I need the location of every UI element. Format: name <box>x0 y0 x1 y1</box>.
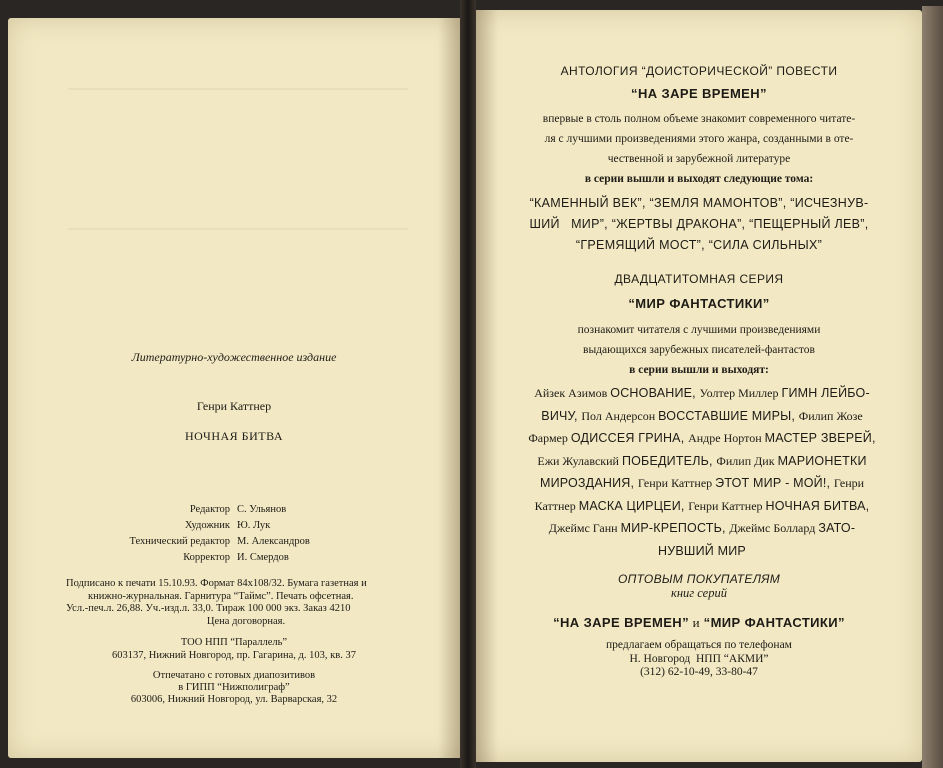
bleed-through <box>68 228 408 230</box>
book-title-name: МАСКА ЦИРЦЕИ, <box>578 498 689 513</box>
series-name-2: “МИР ФАНТАСТИКИ” <box>703 615 845 630</box>
book-title-name: ОСНОВАНИЕ, <box>610 386 700 400</box>
credit-name: С. Ульянов <box>237 504 287 515</box>
contact-info <box>476 639 922 680</box>
contact-line: Н. Новгород НПП “АКМИ” <box>629 652 769 665</box>
publishing-line: Подписано к печати 15.10.93. Формат 84х108/32. Бумага газетная и <box>66 578 367 589</box>
wholesale-line: книг серий <box>671 586 727 600</box>
series-name: “МИР ФАНТАСТИКИ” <box>628 296 770 311</box>
book-author-name: Генри <box>833 476 865 490</box>
description-line: познакомит читателя с лучшими произведениями <box>577 324 821 336</box>
book-author-name: Генри Каттнер <box>688 498 766 513</box>
bleed-through <box>68 88 408 90</box>
description-line: выдающихся зарубежных писателей-фантастов <box>583 344 815 356</box>
book-author-name: Генри Каттнер <box>637 476 716 490</box>
book-title-name: ПОБЕДИТЕЛЬ, <box>621 453 717 468</box>
description-line: ля с лучшими произведениями этого жанра, созданными в оте- <box>544 133 854 145</box>
book-author-name: Ежи Жулавский <box>537 453 622 468</box>
book-author-name: Филип Жозе <box>798 408 863 423</box>
book-list-line <box>512 450 892 473</box>
book-author-name: Джеймс Боллард <box>729 521 819 535</box>
volume-line: ШИЙ МИР”, “ЖЕРТВЫ ДРАКОНА”, “ПЕЩЕРНЫЙ ЛЕВ”, <box>529 217 869 231</box>
credit-name: И. Смердов <box>237 552 289 563</box>
publishing-info <box>66 578 426 628</box>
publishing-line: книжно-журнальная. Гарнитура “Таймс”. Печать офсетная. <box>88 590 354 602</box>
credit-row <box>8 550 460 566</box>
description-line: в серии вышли и выходят: <box>629 364 769 376</box>
book-title-name: НОЧНАЯ БИТВА, <box>765 498 870 513</box>
book-list-line <box>512 427 892 450</box>
publishing-line: Усл.-печ.л. 26,88. Уч.-изд.л. 33,0. Тираж 100 000 экз. Заказ 4210 <box>66 603 351 614</box>
book-author-name: Айзек Азимов <box>534 386 611 400</box>
credit-row <box>8 502 460 518</box>
credits-list <box>8 502 460 566</box>
edition-type: Литературно-художественное издание <box>131 350 337 364</box>
book-title-name: МИРОЗДАНИЯ, <box>539 476 638 490</box>
book-author-name: Пол Андерсон <box>581 408 659 423</box>
book-title: НОЧНАЯ БИТВА <box>185 429 283 443</box>
anthology-description <box>476 109 922 189</box>
back-cover-edge <box>922 6 943 768</box>
book-title-name: НУВШИЙ МИР <box>658 543 746 558</box>
credit-role: Художник <box>184 520 230 531</box>
contact-line: предлагаем обращаться по телефонам <box>606 639 792 651</box>
credit-name: М. Александров <box>237 536 310 547</box>
publishing-line: Цена договорная. <box>206 615 286 627</box>
book-list-line <box>512 495 892 518</box>
book-author-name: Каттнер <box>534 498 579 513</box>
publisher-line: 603137, Нижний Новгород, пр. Гагарина, д. 103, кв. 37 <box>112 650 356 661</box>
publisher-info <box>8 636 460 662</box>
anthology-volumes <box>476 193 922 256</box>
anthology-name: “НА ЗАРЕ ВРЕМЕН” <box>631 86 767 101</box>
series-names <box>476 615 922 631</box>
contact-line: (312) 62-10-49, 33-80-47 <box>640 666 758 678</box>
volume-line: “КАМЕННЫЙ ВЕК”, “ЗЕМЛЯ МАМОНТОВ”, “ИСЧЕЗНУВ- <box>529 196 869 210</box>
book-list-line <box>512 540 892 563</box>
left-page <box>8 18 460 758</box>
credit-row <box>8 518 460 534</box>
book-author-name: Фармер <box>528 431 571 445</box>
anthology-heading: АНТОЛОГИЯ “ДОИСТОРИЧЕСКОЙ” ПОВЕСТИ <box>560 64 838 78</box>
book-author: Генри Каттнер <box>196 399 272 413</box>
book-list-line <box>512 517 892 540</box>
publisher-line: ТОО НПП “Параллель” <box>180 637 288 648</box>
credit-name: Ю. Лук <box>237 520 271 531</box>
book-title-name: МАСТЕР ЗВЕРЕЙ, <box>764 431 876 445</box>
book-list-line <box>512 405 892 428</box>
book-title-name: ГИМН ЛЕЙБО- <box>781 386 870 400</box>
description-line: в серии вышли и выходят следующие тома: <box>584 173 814 185</box>
credit-role: Корректор <box>183 552 230 563</box>
printer-line: 603006, Нижний Новгород, ул. Варварская, 32 <box>130 694 338 705</box>
book-list <box>512 382 892 562</box>
printer-info <box>8 670 460 706</box>
credit-row <box>8 534 460 550</box>
book-list-line <box>512 472 892 495</box>
book-title-name: ВИЧУ, <box>541 408 582 423</box>
book-title-name: МАРИОНЕТКИ <box>777 453 867 468</box>
series-heading: ДВАДЦАТИТОМНАЯ СЕРИЯ <box>614 272 784 286</box>
series-description <box>476 320 922 380</box>
wholesale-line: ОПТОВЫМ ПОКУПАТЕЛЯМ <box>617 572 781 586</box>
printer-line: в ГИПП “Нижполиграф” <box>178 682 290 693</box>
book-title-name: ВОССТАВШИЕ МИРЫ, <box>658 408 799 423</box>
printer-line: Отпечатано с готовых диапозитивов <box>152 670 316 681</box>
book-title-name: МИР-КРЕПОСТЬ, <box>620 521 730 535</box>
book-title-name: ОДИССЕЯ ГРИНА, <box>570 431 689 445</box>
series-name-1: “НА ЗАРЕ ВРЕМЕН” <box>553 615 689 630</box>
wholesale-note <box>476 572 922 600</box>
description-line: чественной и зарубежной литературе <box>607 153 791 165</box>
volume-line: “ГРЕМЯЩИЙ МОСТ”, “СИЛА СИЛЬНЫХ” <box>575 238 823 252</box>
credit-role: Технический редактор <box>129 536 230 547</box>
book-author-name: Джеймс Ганн <box>548 521 621 535</box>
right-page <box>476 10 922 762</box>
description-line: впервые в столь полном объеме знакомит современного читате- <box>542 113 856 125</box>
book-spine <box>460 0 476 768</box>
book-title-name: ЗАТО- <box>818 521 856 535</box>
book-list-line <box>512 382 892 405</box>
credit-role: Редактор <box>189 504 230 515</box>
book-title-name: ЭТОТ МИР - МОЙ!, <box>715 476 834 490</box>
book-author-name: Андре Нортон <box>688 431 765 445</box>
book-author-name: Филип Дик <box>716 453 778 468</box>
series-and: и <box>689 615 704 630</box>
book-author-name: Уолтер Миллер <box>699 386 782 400</box>
